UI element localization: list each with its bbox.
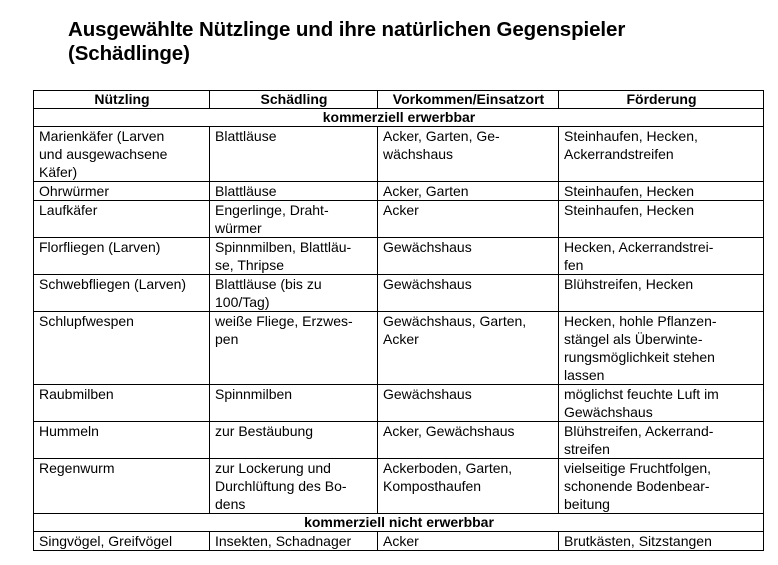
table-row [34,201,764,238]
cell-foerderung: Steinhaufen, Hecken [559,182,764,201]
document-title [68,18,748,66]
table-header-row [34,91,764,109]
header-schaedling: Schädling [210,91,378,109]
section-row-commercial [34,109,764,127]
cell-foerderung: möglichst feuchte Luft im Gewächshaus [559,385,764,422]
cell-foerderung: Hecken, hohle Pflanzen- stängel als Überwinte- rungsmöglichkeit stehen lassen [559,312,764,385]
cell-foerderung: Hecken, Ackerrandstrei- fen [559,238,764,275]
cell-nuetzling: Laufkäfer [34,201,210,238]
cell-nuetzling: Marienkäfer (Larven und ausgewachsene Käfer) [34,127,210,182]
cell-foerderung: Blühstreifen, Hecken [559,275,764,312]
cell-vorkommen: Acker [378,532,559,551]
cell-nuetzling: Raubmilben [34,385,210,422]
table-row [34,459,764,514]
header-nuetzling: Nützling [34,91,210,109]
cell-schaedling: Blattläuse [210,182,378,201]
cell-foerderung: vielseitige Fruchtfolgen, schonende Bodenbear- beitung [559,459,764,514]
cell-nuetzling: Schwebfliegen (Larven) [34,275,210,312]
cell-schaedling: Spinnmilben [210,385,378,422]
cell-nuetzling: Singvögel, Greifvögel [34,532,210,551]
cell-schaedling: Blattläuse (bis zu 100/Tag) [210,275,378,312]
table-row [34,385,764,422]
cell-schaedling: Engerlinge, Draht- würmer [210,201,378,238]
title-line-2: (Schädlinge) [68,42,190,65]
cell-schaedling: weiße Fliege, Erzwes- pen [210,312,378,385]
table-row [34,422,764,459]
section-label-commercial: kommerziell erwerbbar [34,109,764,127]
cell-vorkommen: Acker, Garten, Ge- wächshaus [378,127,559,182]
cell-foerderung: Blühstreifen, Ackerrand- streifen [559,422,764,459]
cell-nuetzling: Regenwurm [34,459,210,514]
section-label-noncommercial: kommerziell nicht erwerbbar [34,514,764,532]
cell-vorkommen: Gewächshaus, Garten, Acker [378,312,559,385]
cell-schaedling: zur Lockerung und Durchlüftung des Bo- dens [210,459,378,514]
table-row [34,238,764,275]
cell-nuetzling: Schlupfwespen [34,312,210,385]
cell-nuetzling: Ohrwürmer [34,182,210,201]
cell-vorkommen: Gewächshaus [378,238,559,275]
cell-foerderung: Steinhaufen, Hecken [559,201,764,238]
cell-schaedling: Insekten, Schadnager [210,532,378,551]
cell-foerderung: Steinhaufen, Hecken, Ackerrandstreifen [559,127,764,182]
beneficials-table [33,90,764,551]
cell-vorkommen: Acker [378,201,559,238]
section-row-noncommercial [34,514,764,532]
cell-nuetzling: Florfliegen (Larven) [34,238,210,275]
table-row [34,127,764,182]
title-line-1: Ausgewählte Nützlinge und ihre natürlichen Gegenspieler [68,18,626,41]
table-row [34,312,764,385]
table-row [34,532,764,551]
cell-vorkommen: Ackerboden, Garten, Komposthaufen [378,459,559,514]
cell-schaedling: zur Bestäubung [210,422,378,459]
table-row [34,182,764,201]
header-vorkommen: Vorkommen/Einsatzort [378,91,559,109]
cell-vorkommen: Gewächshaus [378,385,559,422]
cell-schaedling: Blattläuse [210,127,378,182]
cell-vorkommen: Acker, Garten [378,182,559,201]
cell-nuetzling: Hummeln [34,422,210,459]
table-row [34,275,764,312]
cell-foerderung: Brutkästen, Sitzstangen [559,532,764,551]
cell-schaedling: Spinnmilben, Blattläu- se, Thripse [210,238,378,275]
cell-vorkommen: Gewächshaus [378,275,559,312]
header-foerderung: Förderung [559,91,764,109]
cell-vorkommen: Acker, Gewächshaus [378,422,559,459]
